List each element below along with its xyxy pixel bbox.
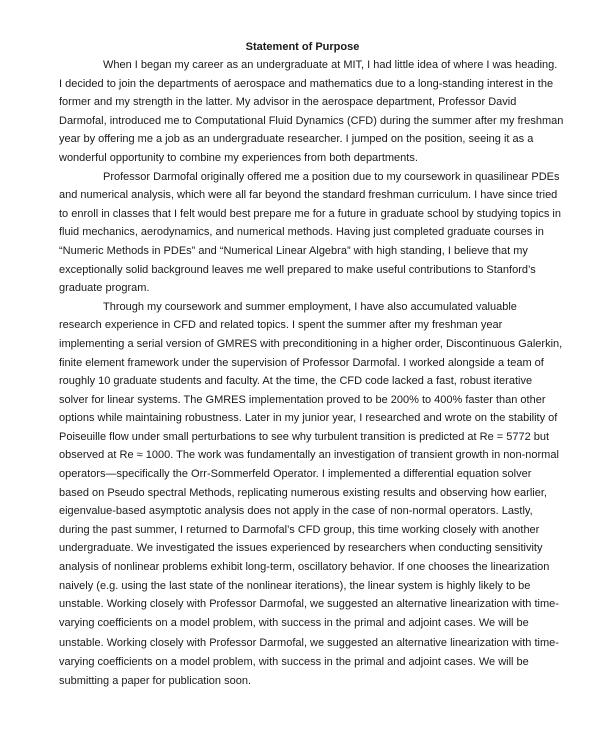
- text-line: based on Pseudo spectral Methods, replicating numerous existing results and observing how earlier,: [59, 486, 547, 499]
- text-line: undergraduate. We investigated the issues experienced by researchers when conducting sensitivity: [59, 542, 543, 555]
- text-line: “Numeric Methods in PDEs” and “Numerical Linear Algebra” with high standing, I believe that my: [59, 244, 528, 257]
- text-line: finite element framework under the supervision of Professor Darmofal. I worked alongside a team of: [59, 356, 544, 369]
- closing-block: [59, 634, 600, 690]
- text-line: solver for linear systems. The GMRES implementation proved to be 200% to 400% faster than other: [59, 393, 546, 406]
- text-line: naively (e.g. using the last state of the nonlinear iterations), the linear system is highly likely to be: [59, 579, 531, 592]
- text-line: during the past summer, I returned to Darmofal’s CFD group, this time working closely with another: [59, 523, 540, 536]
- text-line: Darmofal, introduced me to Computational Fluid Dynamics (CFD) during the summer after my freshman: [59, 114, 564, 127]
- text-line: varying coefficients on a model problem, with success in the primal and adjoint cases. We will be: [59, 656, 529, 668]
- text-line: Through my coursework and summer employment, I have also accumulated valuable: [103, 300, 517, 313]
- text-line: observed at Re ≈ 1000. The work was fundamentally an investigation of transient growth in non-normal: [59, 449, 559, 462]
- text-line: roughly 10 graduate students and faculty. At the time, the CFD code lacked a fast, robust iterative: [59, 375, 533, 388]
- text-line: unstable. Working closely with Professor Darmofal, we suggested an alternative linearization with time-: [59, 598, 559, 611]
- text-line: operators—specifically the Orr-Sommerfeld Operator. I implemented a differential equation solver: [59, 468, 532, 481]
- text-line: and numerical analysis, which were all far beyond the standard freshman curriculum. I have since tried: [59, 189, 558, 202]
- text-line: former and my strength in the latter. My advisor in the aerospace department, Professor David: [59, 96, 517, 109]
- text-line: graduate program.: [59, 282, 150, 295]
- text-line: analysis of nonlinear problems exhibit long-term, oscillatory behavior. If one chooses the linearization: [59, 561, 550, 574]
- text-line: When I began my career as an undergraduate at MIT, I had little idea of where I was heading.: [103, 59, 558, 71]
- text-line: to enroll in classes that I felt would best prepare me for a future in graduate school by studying topics in: [59, 207, 561, 220]
- text-line: unstable. Working closely with Professor Darmofal, we suggested an alternative linearization with time-: [59, 637, 559, 650]
- text-line: varying coefficients on a model problem, with success in the primal and adjoint cases. We will be: [59, 616, 529, 629]
- document-title: Statement of Purpose: [245, 41, 360, 53]
- text-line: submitting a paper for publication soon.: [59, 674, 252, 687]
- text-line: Professor Darmofal originally offered me a position due to my coursework in quasilinear PDEs: [103, 170, 560, 183]
- text-line: wonderful opportunity to combine my experiences from both departments.: [59, 151, 418, 164]
- paragraph-3: [59, 298, 600, 633]
- text-line: Poiseuille flow under small perturbations to see why turbulent transition is predicted at Re = 5772 but: [59, 430, 550, 443]
- text-line: research experience in CFD and related topics. I spent the summer after my freshman year: [59, 319, 503, 332]
- text-line: fluid mechanics, aerodynamics, and numerical methods. Having just completed graduate courses in: [59, 226, 544, 239]
- text-line: I decided to join the departments of aerospace and mathematics due to a long-standing interest in the: [59, 77, 554, 90]
- paragraph-2: [59, 168, 600, 298]
- text-line: options while maintaining robustness. Later in my junior year, I researched and wrote on the stability of: [59, 412, 558, 425]
- text-line: eigenvalue-based asymptotic analysis does not apply in the case of non-normal operators. Lastly,: [59, 505, 533, 518]
- text-line: exceptionally solid background leaves me well prepared to make useful contributions to Stanford’s: [59, 263, 536, 276]
- text-line: implementing a serial version of GMRES with preconditioning in a higher order, Discontinuous Galerkin,: [59, 337, 563, 350]
- text-line: year by offering me a job as an undergraduate researcher. I jumped on the position, seeing it as a: [59, 133, 534, 146]
- paragraph-1: [59, 56, 600, 168]
